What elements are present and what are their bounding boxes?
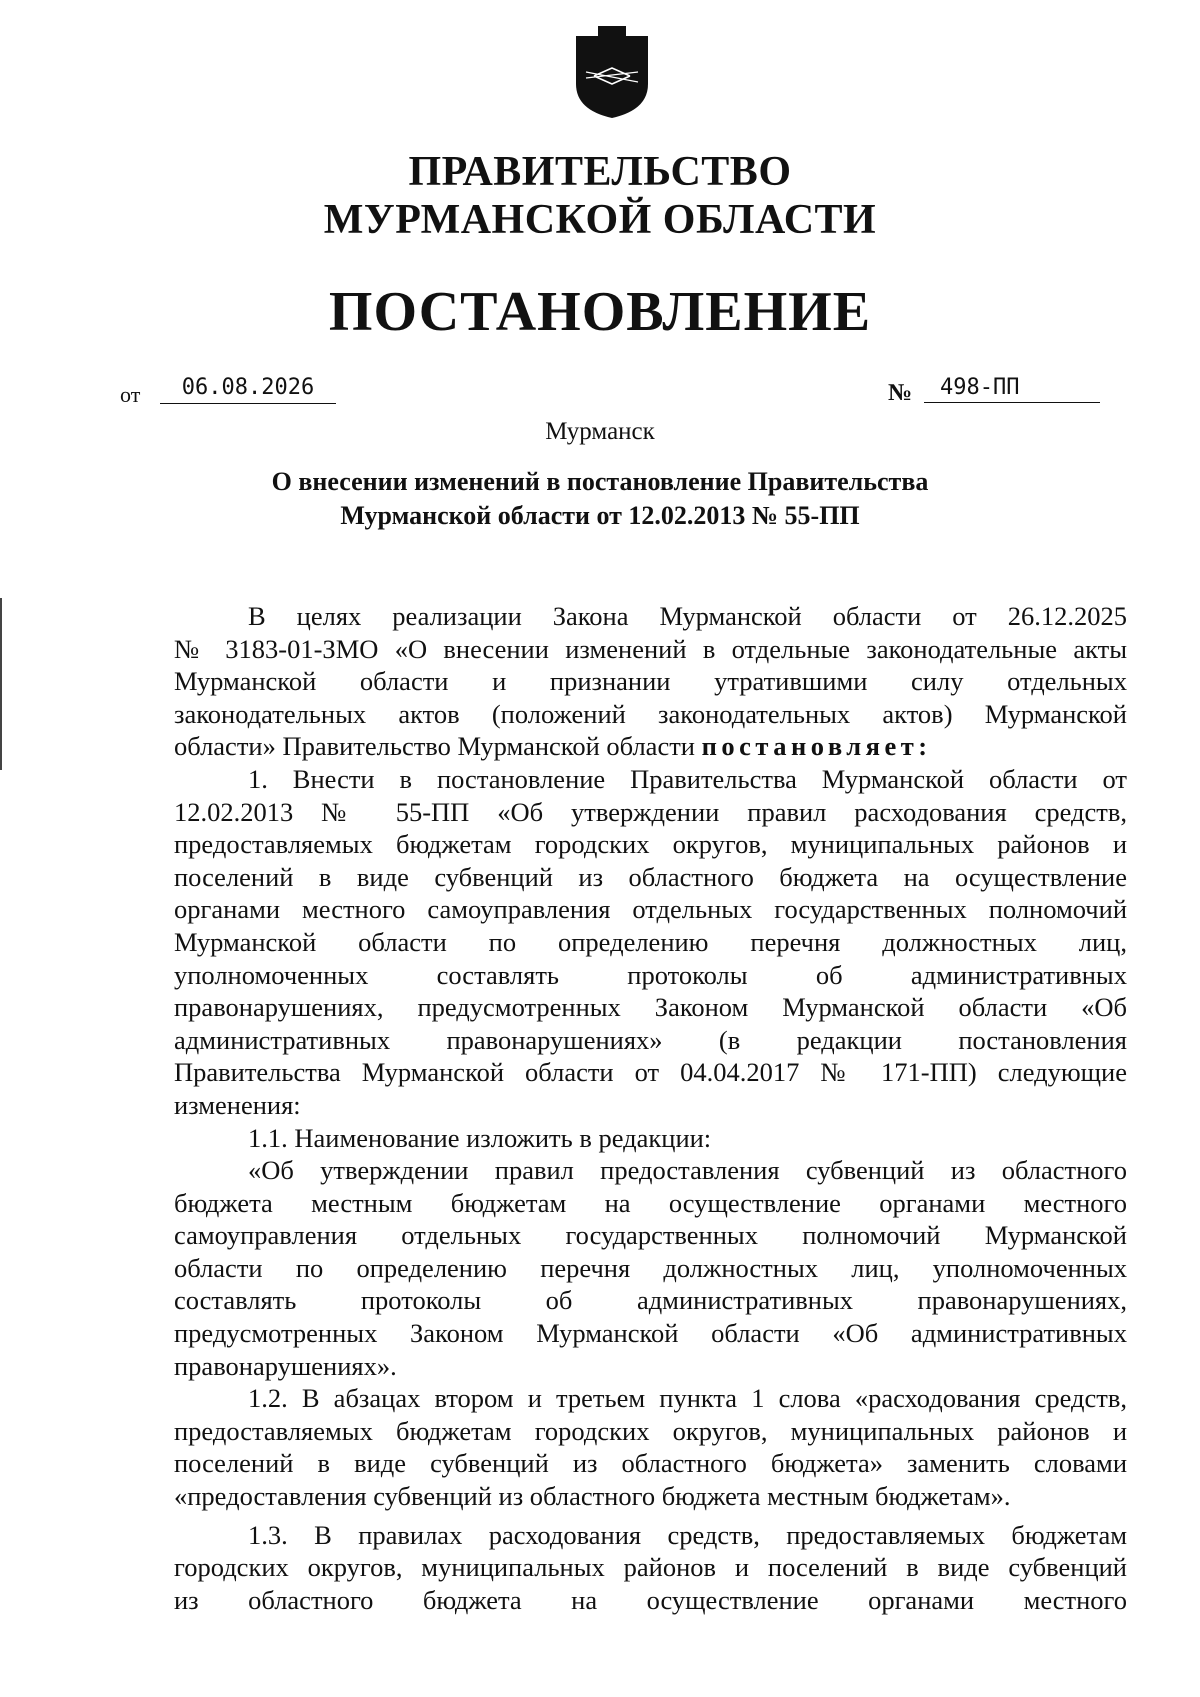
document-number-field: 498-ПП bbox=[924, 373, 1100, 403]
organization-name-line2: МУРМАНСКОЙ ОБЛАСТИ bbox=[323, 197, 877, 243]
body-line: 1.1. Наименование изложить в редакции: bbox=[248, 1122, 712, 1153]
body-line: городских округов, муниципальных районов и поселений в виде субвенций bbox=[174, 1552, 1127, 1583]
body-line: поселений в виде субвенций из областного бюджета» заменить словами bbox=[174, 1448, 1127, 1479]
body-line: 1.3. В правилах расходования средств, предоставляемых бюджетам bbox=[248, 1519, 1127, 1550]
body-line: изменения: bbox=[174, 1089, 301, 1120]
body-line: бюджета местным бюджетам на осуществление органами местного bbox=[174, 1187, 1127, 1218]
body-line: 1. Внести в постановление Правительства Мурманской области от bbox=[248, 763, 1127, 794]
body-line: предоставляемых бюджетам городских округов, муниципальных районов и bbox=[174, 1415, 1127, 1446]
organization-name-line1: ПРАВИТЕЛЬСТВО bbox=[408, 149, 792, 195]
body-line: 1.2. В абзацах втором и третьем пункта 1 слова «расходования средств, bbox=[248, 1383, 1127, 1414]
body-line-text: области» Правительство Мурманской области bbox=[174, 731, 695, 762]
body-line: из областного бюджета на осуществление органами местного bbox=[174, 1584, 1127, 1615]
body-line: уполномоченных составлять протоколы об административных bbox=[174, 959, 1127, 990]
body-line-resolves bbox=[174, 730, 1127, 763]
body-line: Мурманской области по определению перечня должностных лиц, bbox=[174, 926, 1127, 957]
subject-line2: Мурманской области от 12.02.2013 № 55-ПП bbox=[340, 501, 860, 530]
subject-line1: О внесении изменений в постановление Правительства bbox=[271, 467, 929, 496]
body-line: поселений в виде субвенций из областного бюджета на осуществление bbox=[174, 861, 1127, 892]
body-line: «Об утверждении правил предоставления субвенций из областного bbox=[248, 1155, 1127, 1186]
body-line: органами местного самоуправления отдельных государственных полномочий bbox=[174, 894, 1127, 925]
body-line: законодательных актов (положений законодательных актов) Мурманской bbox=[174, 698, 1127, 729]
body-line: Правительства Мурманской области от 04.04.2017 № 171-ПП) следующие bbox=[174, 1057, 1127, 1088]
document-body bbox=[174, 600, 1127, 1616]
body-line: № 3183-01-ЗМО «О внесении изменений в отдельные законодательные акты bbox=[174, 633, 1127, 664]
body-line: административных правонарушениях» (в редакции постановления bbox=[174, 1024, 1127, 1055]
city-name: Мурманск bbox=[545, 418, 655, 445]
body-line: составлять протоколы об административных правонарушениях, bbox=[174, 1285, 1127, 1316]
body-line: «предоставления субвенций из областного бюджета местным бюджетам». bbox=[174, 1481, 1011, 1512]
resolves-word: постановляет: bbox=[701, 731, 932, 762]
document-date-field: 06.08.2026 bbox=[160, 373, 336, 404]
body-line: Мурманской области и признании утратившими силу отдельных bbox=[174, 666, 1127, 697]
body-line: области по определению перечня должностных лиц, уполномоченных bbox=[174, 1252, 1127, 1283]
body-line: предусмотренных Законом Мурманской области «Об административных bbox=[174, 1318, 1127, 1349]
body-line: правонарушениях». bbox=[174, 1350, 397, 1381]
body-line: В целях реализации Закона Мурманской области от 26.12.2025 bbox=[248, 601, 1127, 631]
date-label: от bbox=[120, 382, 141, 407]
coat-of-arms-emblem bbox=[572, 26, 652, 122]
body-line: 12.02.2013 № 55-ПП «Об утверждении правил расходования средств, bbox=[174, 796, 1127, 827]
number-label: № bbox=[888, 380, 913, 406]
document-type-title: ПОСТАНОВЛЕНИЕ bbox=[328, 281, 872, 343]
scan-edge-mark bbox=[0, 598, 2, 770]
body-line: самоуправления отдельных государственных полномочий Мурманской bbox=[174, 1220, 1127, 1251]
body-line: правонарушениях, предусмотренных Законом Мурманской области «Об bbox=[174, 992, 1127, 1023]
body-line: предоставляемых бюджетам городских округов, муниципальных районов и bbox=[174, 829, 1127, 860]
